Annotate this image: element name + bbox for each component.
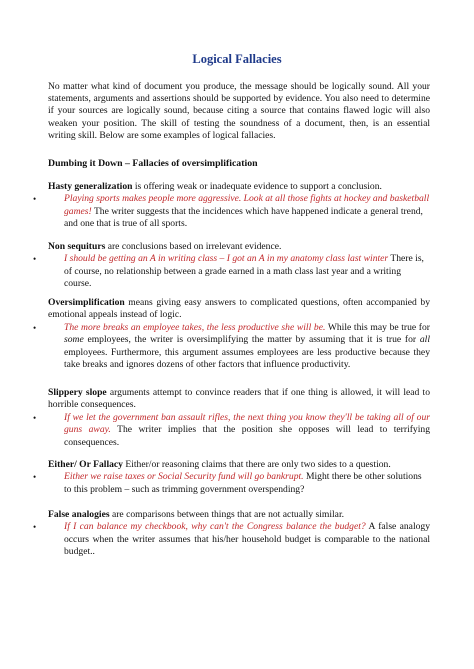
fallacy-term: Either/ Or Fallacy [48,459,123,470]
example-item [33,521,430,558]
intro-paragraph: No matter what kind of document you produce, the message should be logically sound. All your statements, arguments and assertions should be supported by evidence. You also need to determine if your sources are logically sound, because citing a source that contains flawed logic will also weaken your position. The skill of testing the soundness of a document, then, is an essential writing skill. Below are some examples of logical fallacies. [48,81,430,141]
bullet-icon: • [33,412,37,423]
definition-text: are comparisons between things that are not actually similar. [109,509,345,520]
definition-text: means giving easy answers to complicated questions, often accompanied by emotional appeals instead of logic. [48,297,430,321]
example-text: I should be getting an A in writing class – I got an A in my anatomy class last winter [64,253,389,265]
fallacy-hasty-generalization [33,181,430,231]
definition-text: Either/or reasoning claims that there are only two sides to a question. [122,459,391,470]
definition-text: is offering weak or inadequate evidence to support a conclusion. [132,181,382,192]
example-text: Either we raise taxes or Social Security fund will go bankrupt. [64,471,304,483]
fallacy-term: Non sequiturs [48,241,106,252]
section-subtitle: Dumbing it Down – Fallacies of oversimplification [48,158,258,169]
example-item [33,321,430,372]
bullet-icon: • [33,194,37,205]
example-text: Playing sports makes people more aggressive. Look at all those fights at hockey and basketball games! [64,193,430,217]
bullet-icon: • [33,472,37,483]
example-item [33,193,430,230]
explanation-text: employees. Furthermore, this argument assumes employees are less productive because they take breaks and ignores dozens of other factors that influence productivity. [64,346,430,371]
fallacy-definition [48,459,430,471]
explanation-text: employees, the writer is oversimplifying the matter by assuming that it is true for [83,334,420,346]
bullet-icon: • [33,522,37,533]
page-title: Logical Fallacies [192,52,282,66]
fallacy-oversimplification [33,297,430,371]
example-text: The more breaks an employee takes, the less productive she will be. [64,321,326,333]
example-item [33,253,430,290]
example-item [33,471,430,496]
fallacy-term: Slippery slope [48,387,107,398]
fallacy-either-or [33,459,430,496]
bullet-icon: • [33,254,37,265]
explanation-text: A false analogy occurs when the writer assumes that his/her household budget is comparable to the national budget.. [64,521,430,558]
explanation-text: There is, of course, no relationship between a grade earned in a math class last year and a writing course. [64,253,424,290]
fallacy-definition [48,509,430,521]
fallacy-term: Oversimplification [48,297,125,308]
fallacy-slippery-slope [33,387,430,449]
explanation-emphasis: some [64,334,84,346]
explanation-emphasis: all [419,334,430,346]
fallacy-non-sequiturs [33,241,430,291]
fallacy-false-analogies [33,509,430,559]
explanation-text: Might there be other solutions to this problem – such as trimming government overspending? [64,471,422,495]
fallacy-definition [48,181,430,193]
fallacy-term: False analogies [48,509,110,520]
example-text: If we let the government ban assault rifles, the next thing you know they'll be taking all of our guns away. [64,411,430,436]
example-text: If I can balance my checkbook, why can't the Congress balance the budget? [64,521,366,533]
definition-text: are conclusions based on irrelevant evidence. [105,241,282,252]
bullet-icon: • [33,322,37,333]
explanation-text: The writer suggests that the incidences which have happened indicate a general trend, and one that is true of all sports. [64,205,423,230]
fallacy-term: Hasty generalization [48,181,133,192]
explanation-text: The writer implies that the position she opposes will lead to terrifying consequences. [64,424,430,448]
example-item [33,411,430,449]
explanation-text: While this may be true for [325,321,430,333]
fallacy-definition [48,297,430,322]
definition-text: arguments attempt to convince readers that if one thing is allowed, it will lead to horrible consequences. [48,387,430,411]
fallacy-definition [48,387,430,412]
fallacy-definition [48,241,430,253]
